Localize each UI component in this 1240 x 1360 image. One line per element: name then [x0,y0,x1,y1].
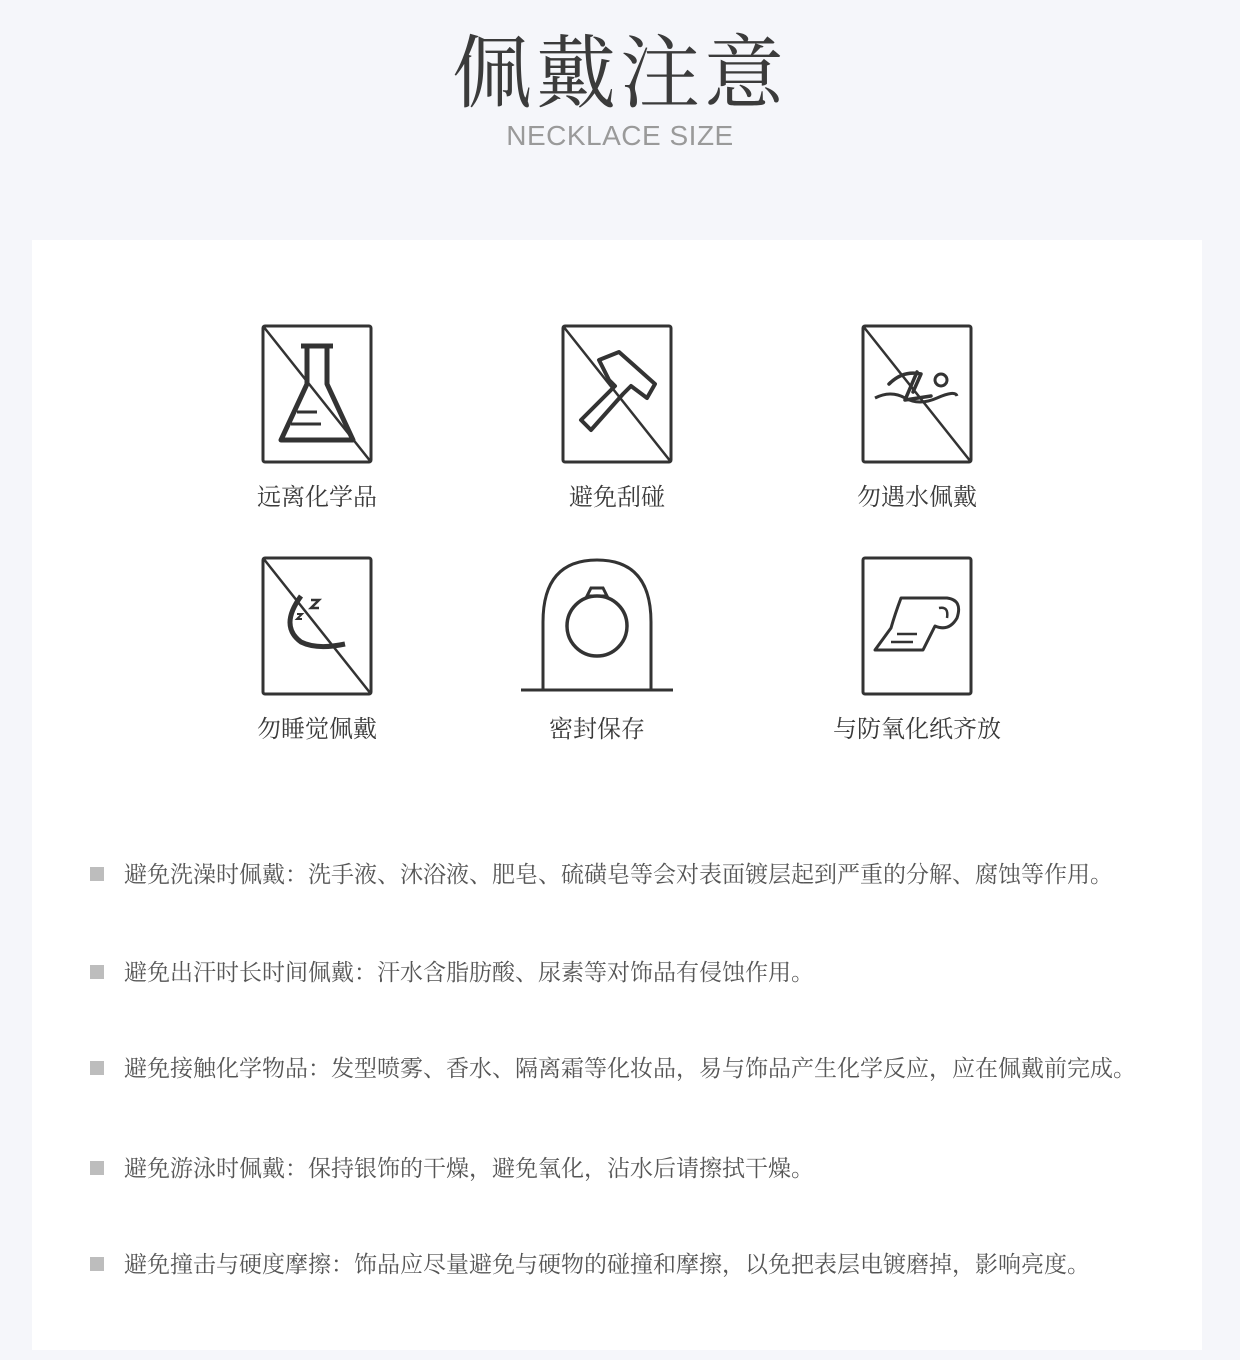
page-title: 佩戴注意 [452,27,788,120]
bullet-square-icon [90,965,104,979]
note-text: 避免接触化学物品：发型喷雾、香水、隔离霜等化妆品，易与饰品产生化学反应，应在佩戴前完成。 [124,1056,1136,1082]
page-subtitle: NECKLACE SIZE [506,120,734,151]
care-label: 密封保存 [549,715,645,743]
header [0,0,1240,240]
bullet-square-icon [90,867,104,881]
no-hammer-icon [561,324,673,464]
care-item-hammer [492,324,742,512]
care-label: 避免刮碰 [569,483,665,511]
no-sleeping-icon [261,556,373,696]
bullet-square-icon [90,1061,104,1075]
care-label: 勿睡觉佩戴 [257,715,377,743]
care-item-swimming [792,324,1042,512]
care-label: 远离化学品 [257,483,377,511]
note-text: 避免出汗时长时间佩戴：汗水含脂肪酸、尿素等对饰品有侵蚀作用。 [124,960,814,986]
care-item-sleeping [192,556,442,744]
sealed-ring-icon [521,556,673,696]
care-item-paper [792,556,1042,744]
care-item-sealed [472,556,722,744]
note-text: 避免撞击与硬度摩擦：饰品应尽量避免与硬物的碰撞和摩擦，以免把表层电镀磨掉，影响亮度。 [124,1252,1090,1278]
bullet-square-icon [90,1257,104,1271]
note-text: 避免游泳时佩戴：保持银饰的干燥，避免氧化，沾水后请擦拭干燥。 [124,1156,814,1182]
care-label: 勿遇水佩戴 [857,483,977,511]
bullet-square-icon [90,1161,104,1175]
anti-oxidation-paper-icon [861,556,973,696]
care-item-chemicals [192,324,442,512]
care-label: 与防氧化纸齐放 [833,715,1001,743]
note-text: 避免洗澡时佩戴：洗手液、沐浴液、肥皂、硫磺皂等会对表面镀层起到严重的分解、腐蚀等作用。 [124,862,1113,888]
no-swimming-icon [861,324,973,464]
no-chemicals-icon [261,324,373,464]
